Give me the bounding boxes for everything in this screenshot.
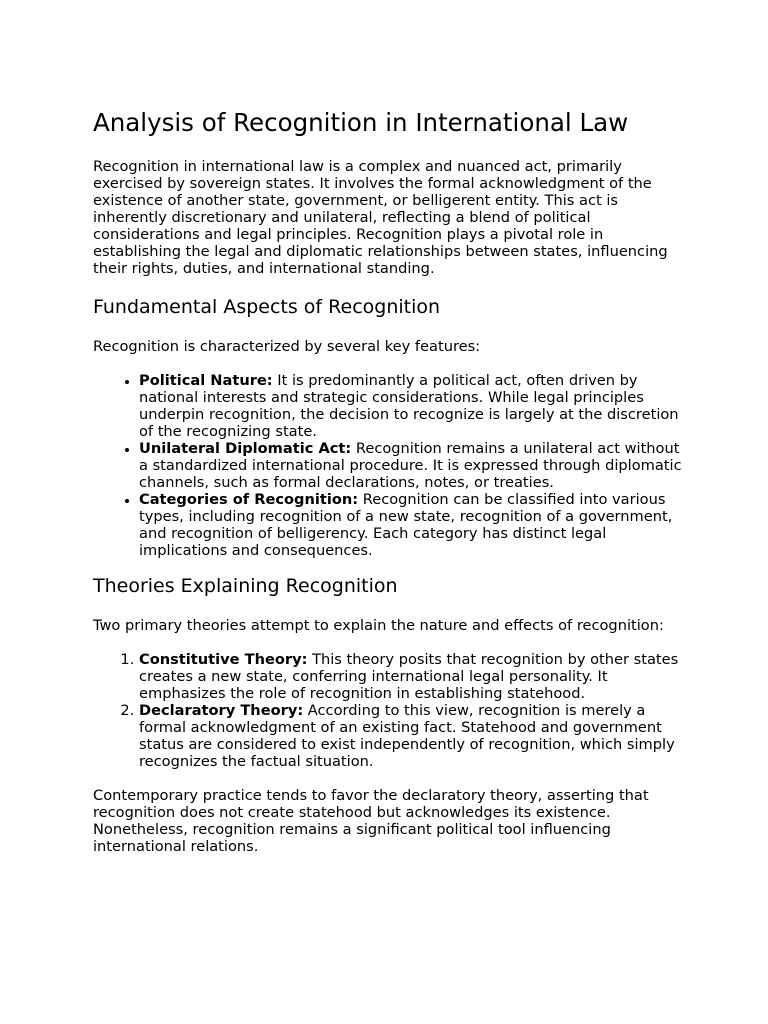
list-item-term: Political Nature: <box>139 372 273 389</box>
list-item <box>139 702 683 770</box>
theories-list <box>93 651 683 770</box>
list-item-text: This theory posits that recognition by other states creates a new state, conferring international legal personality. It emphasizes the role of recognition in establishing statehood. <box>139 651 679 702</box>
list-item <box>139 440 683 491</box>
list-item-text: Recognition can be classified into various types, including recognition of a new state, recognition of a government, and recognition of belligerency. Each category has distinct legal implications and consequences. <box>139 491 673 559</box>
list-item <box>139 491 683 559</box>
list-item-term: Categories of Recognition: <box>139 491 359 508</box>
list-item <box>139 651 683 702</box>
list-item <box>139 372 683 440</box>
intro-paragraph: Recognition in international law is a complex and nuanced act, primarily exercised by sovereign states. It involves the formal acknowledgment of the existence of another state, government, or belligerent entity. This act is inherently discretionary and unilateral, reflecting a blend of political considerations and legal principles. Recognition plays a pivotal role in establishing the legal and diplomatic relationships between states, influencing their rights, duties, and international standing. <box>93 158 668 277</box>
section2-lead: Two primary theories attempt to explain the nature and effects of recognition: <box>93 617 664 634</box>
closing-paragraph: Contemporary practice tends to favor the declaratory theory, asserting that recognition does not create statehood but acknowledges its existence. Nonetheless, recognition remains a significant political tool influencing international relations. <box>93 787 649 855</box>
list-item-text: Recognition remains a unilateral act without a standardized international procedure. It is expressed through diplomatic channels, such as formal declarations, notes, or treaties. <box>139 440 682 491</box>
section-heading-fundamental-aspects: Fundamental Aspects of Recognition <box>93 296 441 318</box>
features-list <box>93 372 683 559</box>
document-page <box>93 106 683 855</box>
list-item-term: Declaratory Theory: <box>139 702 304 719</box>
section1-lead: Recognition is characterized by several key features: <box>93 338 481 355</box>
document-title: Analysis of Recognition in International Law <box>93 108 629 137</box>
section-heading-theories: Theories Explaining Recognition <box>93 575 398 597</box>
list-item-term: Unilateral Diplomatic Act: <box>139 440 352 457</box>
list-item-term: Constitutive Theory: <box>139 651 308 668</box>
list-item-text: It is predominantly a political act, often driven by national interests and strategic considerations. While legal principles underpin recognition, the decision to recognize is largely at the discretion of the recognizing state. <box>139 372 679 440</box>
list-item-text: According to this view, recognition is merely a formal acknowledgment of an existing fact. Statehood and government status are considered to exist independently of recognition, which simply recognizes the factual situation. <box>139 702 675 770</box>
